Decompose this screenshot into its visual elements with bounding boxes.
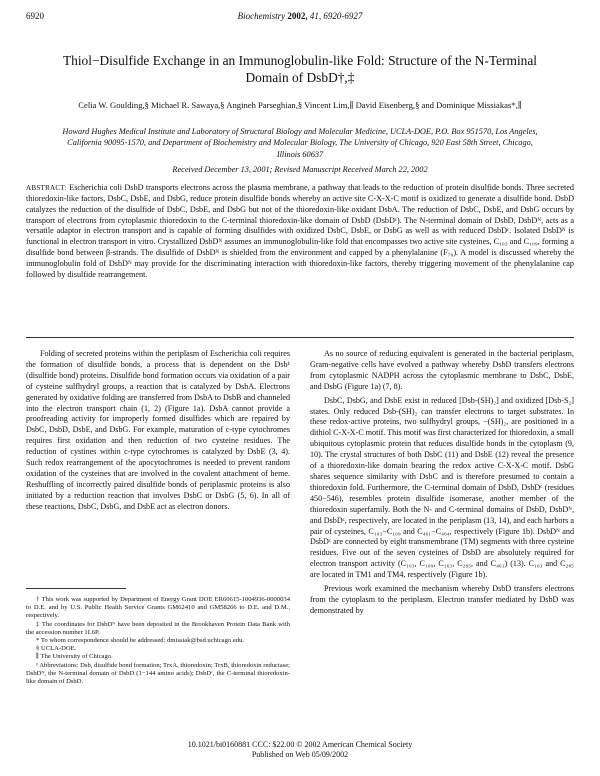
body-column-right	[310, 349, 574, 620]
footnote: * To whom correspondence should be addressed: dmissiak@bsd.uchicago.edu.	[36, 637, 245, 645]
footnote: § UCLA-DOE.	[36, 645, 77, 653]
journal-year: 2002,	[287, 11, 308, 21]
footnote: ¹ Abbreviations: Dsb, disulfide bond formation; TrxA, thioredoxin; TrxB, thioredoxin reductase; DsbDᴺ, the N-terminal domain of DsbD (1−144 amino acids); DsbDᶜ, the C-terminal thioredoxin-like domain of DsbD.	[26, 661, 290, 686]
journal-pages: 6920-6927	[323, 11, 363, 21]
footnotes	[26, 596, 290, 686]
body-column-left	[26, 349, 290, 516]
affiliations: Howard Hughes Medical Institute and Laboratory of Structural Biology and Molecular Medicine, UCLA-DOE, P.O. Box 951570, Los Angeles, California 90095-1570, and Department of Biochemistry and Molecular Biology, The University of Chicago, 920 East 58th Street, Chicago, Illinois 60637	[62, 127, 538, 159]
footnote: ∥ The University of Chicago.	[36, 653, 113, 661]
footnote: † This work was supported by Department of Energy Grant DOE ER60615-1004936-0000034 to D.E. and by U.S. Public Health Service Grants GM62410 and GM58266 to D.E. and D.M., respectively.	[26, 596, 290, 620]
running-head	[160, 11, 440, 21]
body-paragraph: As no source of reducing equivalent is generated in the bacterial periplasm, Gram-negative cells have evolved a pathway whereby DsbD transfers electrons from cytoplasmic NADPH across the cytoplasmic membrane to DsbC, DsbE, and DsbG (Figure 1a) (7, 8).	[310, 349, 574, 391]
footnote: ‡ The coordinates for DsbDᴺ have been deposited in the Brookhaven Protein Data Bank with the accession number 1L6P.	[26, 620, 290, 636]
page-number: 6920	[26, 11, 44, 21]
page-footer	[150, 740, 450, 760]
received-dates: Received December 13, 2001; Revised Manuscript Received March 22, 2002	[172, 165, 428, 174]
body-paragraph: DsbC, DsbG, and DsbE exist in reduced [Dsb-(SH)₂] and oxidized [Dsb-S₂] states. Only reduced Dsb-(SH)₂ can transfer electrons to target substrates. In these redox-active proteins, two sulfhydryl groups, −(SH)₂, are positioned in a dithiol C-X-X-C motif. This motif was first characterized for thioredoxin, a small ubiquitous cytoplasmic protein that reduces disulfide bonds in the cytoplasm (9, 10). The crystal structures of both DsbC (11) and DsbE (12) reveal the presence of a thioredoxin-like domain bearing the redox active C-X-X-C motif. DsbG shares sequence similarity with DsbC and is therefore presumed to contain a thioredoxin fold. Furthermore, the C-terminal domain of DsbD, DsbDᶜ (residues 450−546), resembles protein disulfide isomerase, another member of the thioredoxin superfamily. Both the N- and C-terminal domains of DsbD, DsbDᴺ, and DsbDᶜ, respectively, are located in the periplasm (13, 14), and each harbors a pair of cysteines, C₁₀₃−C₁₀₉ and C₄₆₁−C₄₆₄, respectively (Figure 1b). DsbDᴺ and DsbDᶜ are connected by eight transmembrane (TM) segments with three cysteine residues. Five out of the seven cysteines of DsbD are absolutely required for electron transport activity (C₁₀₃, C₁₀₉, C₁₆₃, C₂₈₅, and C₄₆₁) (13). C₁₆₃ and C₂₈₅ are located in TM1 and TM4, respectively (Figure 1b).	[310, 395, 574, 580]
article-title: Thiol−Disulfide Exchange in an Immunoglobulin-like Fold: Structure of the N-Terminal Domain of DsbD†,‡	[62, 53, 538, 85]
author-list: Celia W. Goulding,§ Michael R. Sawaya,§ Angineh Parseghian,§ Vincent Lim,∥ David Eisenberg,§ and Dominique Missiakas*,∥	[78, 100, 522, 110]
published-line: Published on Web 05/09/2002	[251, 750, 349, 759]
journal-name: Biochemistry	[237, 11, 286, 21]
footnote-divider	[26, 588, 126, 589]
abstract-divider	[26, 337, 574, 338]
body-paragraph: Previous work examined the mechanism whereby DsbD transfers electrons from the cytoplasm to the periplasm. Electron transfer mediated by DsbD was demonstrated by	[310, 584, 574, 615]
doi-line: 10.1021/bi0160881 CCC: $22.00 © 2002 American Chemical Society	[187, 740, 413, 749]
body-paragraph: Folding of secreted proteins within the periplasm of Escherichia coli requires the formation of disulfide bonds, a process that is dependent on the Dsb¹ (disulfide bond) proteins. Disulfide bond formation occurs via oxidation of a pair of cysteine sulfhydryl groups, a reaction that is catalyzed by DsbA. Electrons generated by oxidative folding are transferred from DsbA to DsbB and channeled into the electron transport chain (1, 2) (Figure 1a). DsbA cannot provide a proofreading activity for improperly formed disulfides which are repaired by DsbC, DsbD, DsbE, and DsbG. For example, maturation of c-type cytochromes requires first oxidation and then reduction of two cysteine residues. The reduction of cystines within c-type cytochromes is catalyzed by DsbE (3, 4). Such redox rearrangement of the apocytochromes is needed to prevent random oxidation of the cysteines that are involved in the covalent attachment of heme. Reshuffling of incorrectly paired disulfide bonds of periplasmic proteins is also initiated by a reduction reaction that involves DsbC or DsbG (5, 6). In all of these reactions, DsbC, DsbG, and DsbE act as electron donors.	[26, 349, 290, 511]
abstract	[26, 183, 574, 281]
abstract-label: ABSTRACT:	[26, 184, 67, 192]
abstract-text: Escherichia coli DsbD transports electrons across the plasma membrane, a pathway that leads to the reduction of protein disulfide bonds. Three secreted thioredoxin-like factors, DsbC, DsbE, and DsbG, reduce protein disulfide bonds whereby an active site C-X-X-C motif is oxidized to generate a disulfide bond. DsbD catalyzes the reduction of the disulfide of DsbC, DsbE, and DsbG but not of the thioredoxin-like oxidant DsbA. The reduction of DsbC, DsbE, and DsbG occurs by transport of electrons from cytoplasmic thioredoxin to the C-terminal thioredoxin-like domain of DsbD (DsbDᶜ). The N-terminal domain of DsbD, DsbDᴺ, acts as a versatile adaptor in electron transport and is capable of forming disulfides with oxidized DsbC, DsbE, or DsbG as well as with reduced DsbDᶜ. Isolated DsbDᴺ is functional in electron transport in vitro. Crystallized DsbDᴺ assumes an immunoglobulin-like fold that encompasses two active site cysteines, C₁₀₃ and C₁₀₉, forming a disulfide bond between β-strands. The disulfide of DsbDᴺ is shielded from the environment and capped by a phenylalanine (F₇₀). A model is discussed whereby the immunoglobulin fold of DsbDᴺ may provide for the discriminating interaction with thioredoxin-like factors, thereby triggering movement of the phenylalanine cap followed by disulfide rearrangement.	[26, 183, 574, 279]
journal-volume: 41,	[309, 11, 322, 21]
